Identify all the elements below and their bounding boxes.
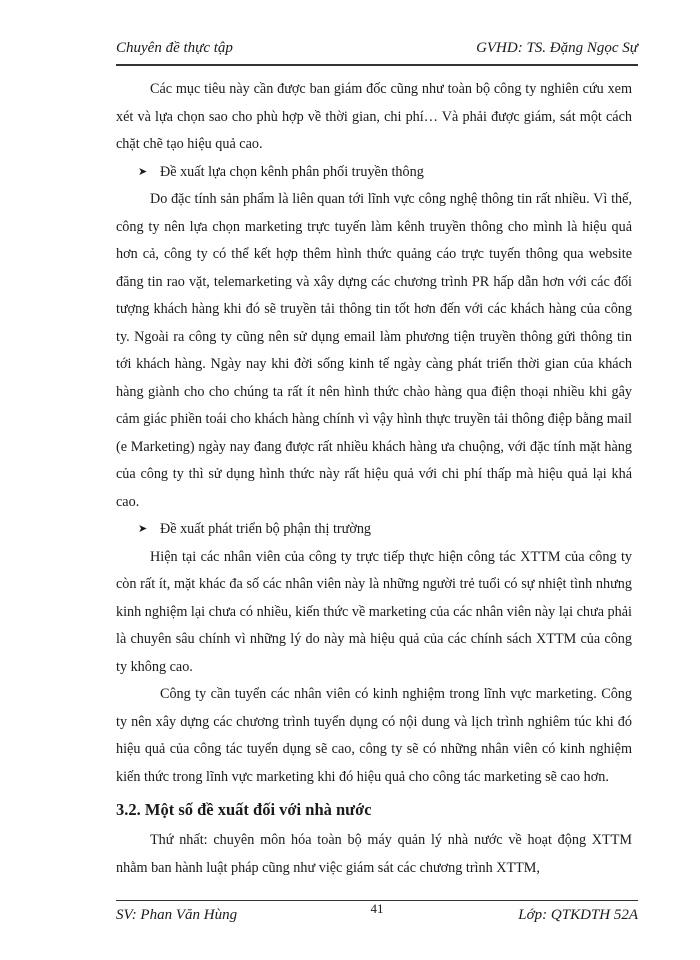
paragraph-staff: Hiện tại các nhân viên của công ty trực tiếp thực hiện công tác XTTM của công ty còn rất ít, mặt khác đa số các nhân viên này là những người trẻ tuổi có sự nhiệt tình nhưng kinh nghiệm lại chưa có nhiều, kiến thức về marketing của các nhân viên này lại chưa phải là chuyên sâu chính vì những lý do này mà hiệu quả của các chính sách XTTM của công ty không cao. bbox=[116, 548, 632, 675]
arrow-bullet-icon: ➤ bbox=[138, 165, 148, 178]
bullet-text-channel: Đề xuất lựa chọn kênh phân phối truyền thông bbox=[160, 163, 424, 180]
footer-student: SV: Phan Văn Hùng bbox=[116, 907, 238, 923]
page-body bbox=[116, 76, 632, 882]
bullet-text-market: Đề xuất phát triển bộ phận thị trường bbox=[160, 521, 372, 537]
page-number: 41 bbox=[370, 901, 384, 916]
paragraph-recruitment: Công ty cần tuyển các nhân viên có kinh nghiệm trong lĩnh vực marketing. Công ty nên xây dựng các chương trình tuyển dụng có nội dung và lịch trình nghiêm túc khi đó hiệu quả của công tác tuyển dụng sẽ cao, công ty sẽ có những nhân viên có kinh nghiệm kiến thức trong lĩnh vực marketing khi đó hiệu quả cho công tác marketing sẽ cao hơn. bbox=[116, 686, 632, 785]
bullet-item-market bbox=[116, 516, 632, 544]
paragraph-state: Thứ nhất: chuyên môn hóa toàn bộ máy quản lý nhà nước về hoạt động XTTM nhằm ban hành luật pháp cũng như việc giám sát các chương trình XTTM, bbox=[116, 832, 632, 876]
arrow-bullet-icon: ➤ bbox=[138, 523, 148, 535]
section-heading: 3.2. Một số đề xuất đối với nhà nước bbox=[116, 800, 372, 819]
page-header bbox=[116, 38, 638, 66]
paragraph-channel: Do đặc tính sản phẩm là liên quan tới lĩnh vực công nghệ thông tin rất nhiều. Vì thế, công ty nên lựa chọn marketing trực tuyến làm kênh truyền thông cho mình là hiệu quả hơn cả, công ty có thể kết hợp thêm hình thức quảng cáo trực tuyến thông qua website đăng tin rao vặt, telemarketing và xây dựng các chương trình PR hấp dẫn hơn với các đối tượng khách hàng khi đó sẽ truyền tải thông tin tốt hơn đến với các khách hàng của công ty. Ngoài ra công ty cũng nên sử dụng email làm phương tiện truyền thông gửi thông tin tới khách hàng. Ngày nay khi đời sống kinh tế ngày càng phát triển thời gian của khách hàng giành cho cho chúng ta rất ít nên hình thức chào hàng qua điện thoại nhiều khi gây cảm giác phiền toái cho khách hàng chính vì vậy hình thực truyền tải thông điệp bằng mail (e Marketing) ngày nay đang được rất nhiều khách hàng ưa chuộng, với đặc tính mặt hàng của công ty thì sử dụng hình thức này rất hiệu quả với chi phí thấp mà hiệu quả lại khá cao. bbox=[116, 191, 632, 510]
header-title: Chuyên đề thực tập bbox=[116, 40, 233, 56]
paragraph-objectives: Các mục tiêu này cần được ban giám đốc cũng như toàn bộ công ty nghiên cứu xem xét và lựa chọn sao cho phù hợp về thời gian, chi phí… Và phải được giám, sát một cách chặt chẽ tạo hiệu quả cao. bbox=[116, 81, 632, 152]
page-footer bbox=[116, 900, 638, 927]
footer-class: Lớp: QTKDTH 52A bbox=[518, 907, 638, 923]
bullet-item-channel bbox=[116, 159, 632, 187]
header-supervisor: GVHD: TS. Đặng Ngọc Sự bbox=[476, 40, 638, 56]
